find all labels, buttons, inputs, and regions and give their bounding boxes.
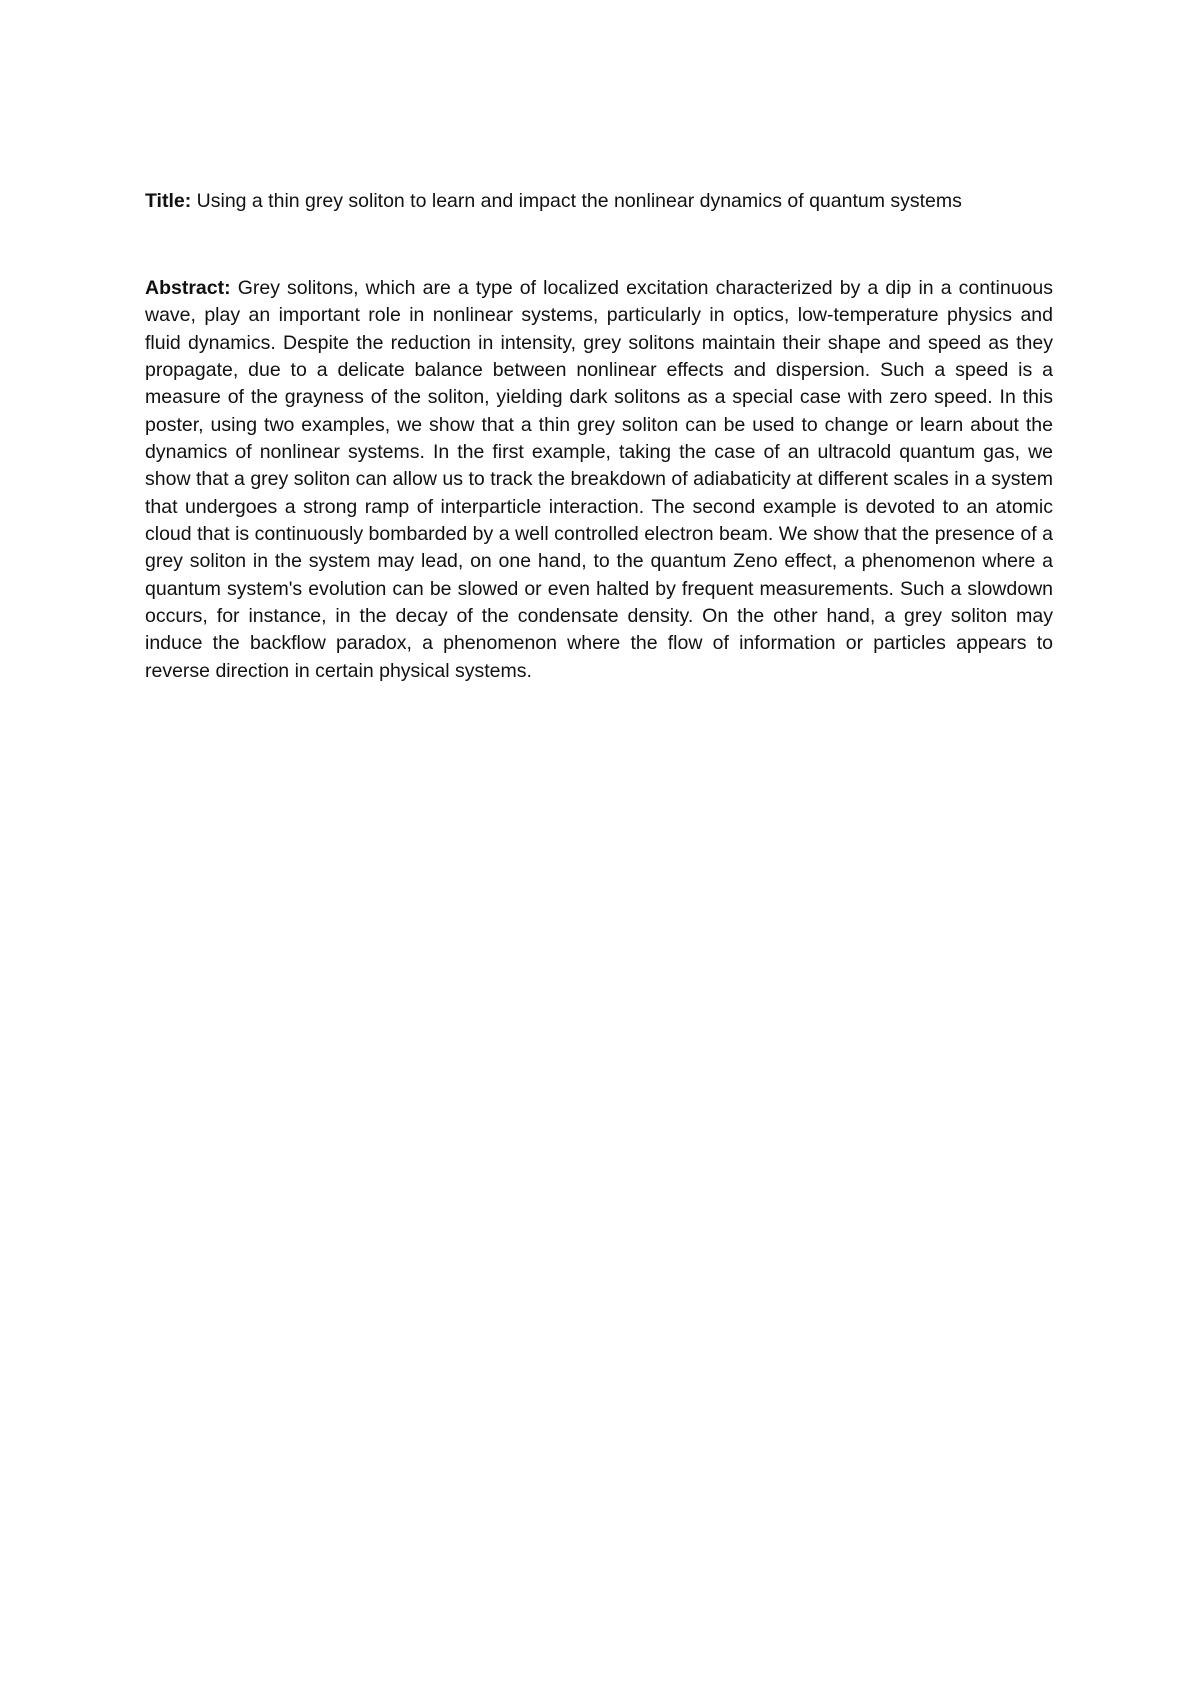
title-label: Title: <box>145 190 192 212</box>
title-line <box>145 188 1055 215</box>
abstract-label: Abstract: <box>145 277 231 299</box>
abstract-paragraph <box>145 275 1053 685</box>
abstract-text: Grey solitons, which are a type of localized excitation characterized by a dip in a continuous wave, play an important role in nonlinear systems, particularly in optics, low-temperature physics and fluid dynamics. Despite the reduction in intensity, grey solitons maintain their shape and speed as they propagate, due to a delicate balance between nonlinear effects and dispersion. Such a speed is a measure of the grayness of the soliton, yielding dark solitons as a special case with zero speed. In this poster, using two examples, we show that a thin grey soliton can be used to change or learn about the dynamics of nonlinear systems. In the first example, taking the case of an ultracold quantum gas, we show that a grey soliton can allow us to track the breakdown of adiabaticity at different scales in a system that undergoes a strong ramp of interparticle interaction. The second example is devoted to an atomic cloud that is continuously bombarded by a well controlled electron beam. We show that the presence of a grey soliton in the system may lead, on one hand, to the quantum Zeno effect, a phenomenon where a quantum system's evolution can be slowed or even halted by frequent measurements. Such a slowdown occurs, for instance, in the decay of the condensate density. On the other hand, a grey soliton may induce the backflow paradox, a phenomenon where the flow of information or particles appears to reverse direction in certain physical systems. <box>145 277 1053 682</box>
title-text: Using a thin grey soliton to learn and impact the nonlinear dynamics of quantum systems <box>191 190 962 212</box>
